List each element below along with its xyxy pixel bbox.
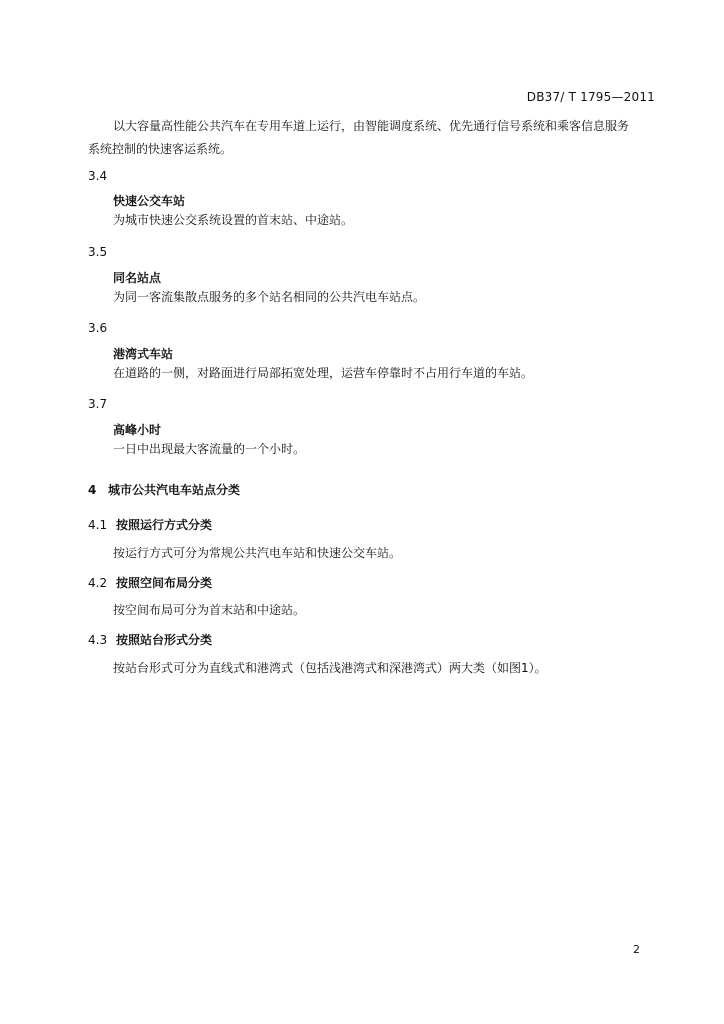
subsection-heading	[88, 576, 212, 590]
term-definition: 为同一客流集散点服务的多个站名相同的公共汽电车站点。	[113, 290, 426, 304]
subsection-text: 按站台形式可分为直线式和港湾式（包括浅港湾式和深港湾式）两大类（如图1）。	[113, 661, 547, 675]
term-definition: 在道路的一侧，对路面进行局部拓宽处理，运营车停靠时不占用行车道的车站。	[113, 366, 534, 380]
subsection-text: 按运行方式可分为常规公共汽电车站和快速公交车站。	[113, 546, 402, 560]
subsection-number: 4.1	[88, 518, 108, 532]
term-title: 同名站点	[113, 271, 162, 285]
term-title: 港湾式车站	[113, 347, 174, 361]
intro-line-2: 系统控制的快速客运系统。	[88, 142, 233, 156]
section-heading	[88, 483, 240, 497]
section-number: 4	[88, 483, 97, 497]
subsection-heading	[88, 633, 212, 647]
term-definition: 一日中出现最大客流量的一个小时。	[113, 442, 306, 456]
term-number: 3.6	[88, 321, 108, 335]
term-title: 高峰小时	[113, 423, 162, 437]
standard-code-header: DB37/ T 1795—2011	[526, 90, 655, 104]
subsection-title: 按照空间布局分类	[116, 576, 213, 590]
page-number: 2	[633, 943, 640, 956]
section-title: 城市公共汽电车站点分类	[108, 483, 241, 497]
subsection-title: 按照运行方式分类	[116, 518, 213, 532]
term-title: 快速公交车站	[113, 194, 186, 208]
subsection-text: 按空间布局可分为首末站和中途站。	[113, 603, 306, 617]
term-number: 3.7	[88, 397, 108, 411]
term-number: 3.4	[88, 169, 108, 183]
subsection-number: 4.3	[88, 633, 108, 647]
term-definition: 为城市快速公交系统设置的首末站、中途站。	[113, 213, 354, 227]
subsection-heading	[88, 518, 212, 532]
term-number: 3.5	[88, 245, 108, 259]
subsection-title: 按照站台形式分类	[116, 633, 213, 647]
subsection-number: 4.2	[88, 576, 108, 590]
intro-line-1: 以大容量高性能公共汽车在专用车道上运行，由智能调度系统、优先通行信号系统和乘客信息服务	[113, 119, 630, 133]
